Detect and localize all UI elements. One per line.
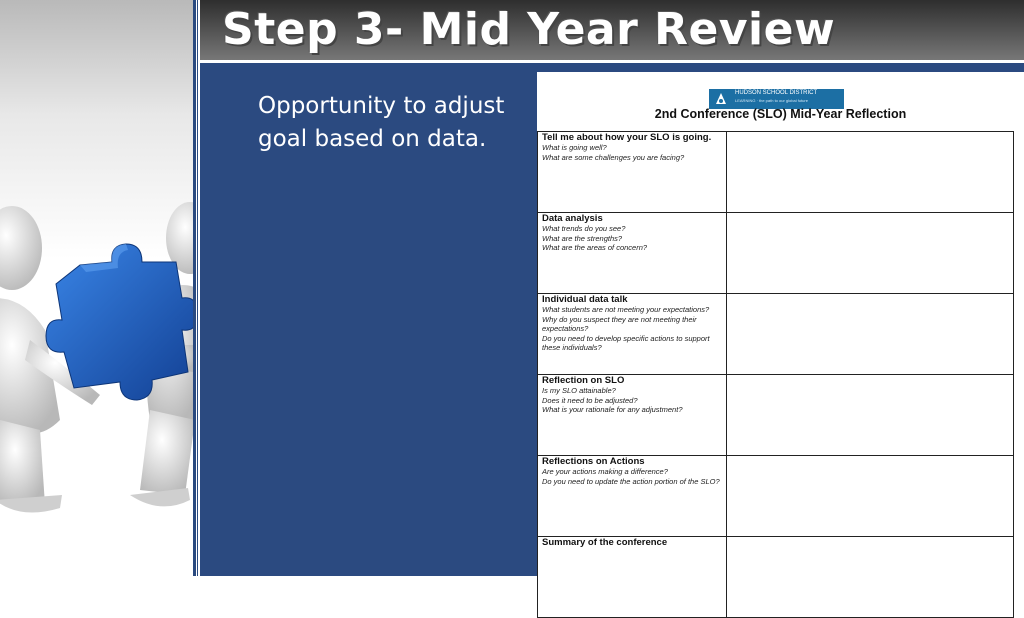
form-question-cell	[538, 294, 727, 375]
people-with-puzzle-icon	[0, 0, 193, 576]
district-logo-icon	[714, 92, 728, 106]
form-prompt: What students are not meeting your expectations?	[542, 305, 710, 314]
form-section-heading: Individual data talk	[542, 294, 628, 305]
form-prompt: Are your actions making a difference?	[542, 467, 668, 476]
form-question-cell	[538, 537, 727, 618]
form-prompt: What are some challenges you are facing?	[542, 152, 685, 162]
divider-line-thin	[197, 0, 198, 576]
form-section-heading: Data analysis	[542, 213, 603, 224]
form-prompt: Why do you suspect they are not meeting their expectations?	[542, 314, 697, 333]
form-row	[538, 213, 1014, 294]
form-section-heading: Reflection on SLO	[542, 375, 625, 386]
form-answer-cell	[727, 294, 1014, 375]
form-prompt: What are the strengths?	[542, 233, 623, 243]
bullet-text: Opportunity to adjust goal based on data.	[258, 93, 505, 152]
form-answer-cell	[727, 537, 1014, 618]
form-answer-cell	[727, 375, 1014, 456]
form-answer-cell	[727, 213, 1014, 294]
form-prompt: Is my SLO attainable?	[542, 386, 616, 395]
reflection-form-image	[537, 72, 1024, 576]
slide-title: Step 3- Mid Year Review	[222, 4, 836, 55]
form-answer-cell	[727, 132, 1014, 213]
puzzle-illustration	[0, 0, 193, 576]
form-row	[538, 132, 1014, 213]
form-prompt: Does it need to be adjusted?	[542, 395, 638, 405]
form-row	[538, 456, 1014, 537]
form-question-cell	[538, 132, 727, 213]
reflection-table	[537, 131, 1014, 618]
form-question-cell	[538, 456, 727, 537]
district-tagline: LEARNING · the path to our global future	[735, 98, 808, 103]
divider-line	[193, 0, 196, 576]
district-name: HUDSON SCHOOL DISTRICT	[735, 90, 818, 96]
form-prompt: What is going well?	[542, 143, 607, 152]
form-prompt: Do you need to develop specific actions to support these individuals?	[542, 333, 710, 352]
form-section-heading: Tell me about how your SLO is going.	[542, 132, 712, 143]
form-prompt: What are the areas of concern?	[542, 243, 648, 252]
form-prompt: Do you need to update the action portion of the SLO?	[542, 476, 720, 486]
form-title: 2nd Conference (SLO) Mid-Year Reflection	[654, 107, 907, 121]
form-prompt: What is your rationale for any adjustment?	[542, 405, 683, 414]
form-section-heading: Summary of the conference	[542, 537, 668, 548]
district-logo	[709, 89, 844, 109]
form-prompt: What trends do you see?	[542, 224, 626, 233]
form-answer-cell	[727, 456, 1014, 537]
form-row	[538, 537, 1014, 618]
form-question-cell	[538, 213, 727, 294]
form-question-cell	[538, 375, 727, 456]
form-row	[538, 294, 1014, 375]
form-section-heading: Reflections on Actions	[542, 456, 645, 467]
form-row	[538, 375, 1014, 456]
